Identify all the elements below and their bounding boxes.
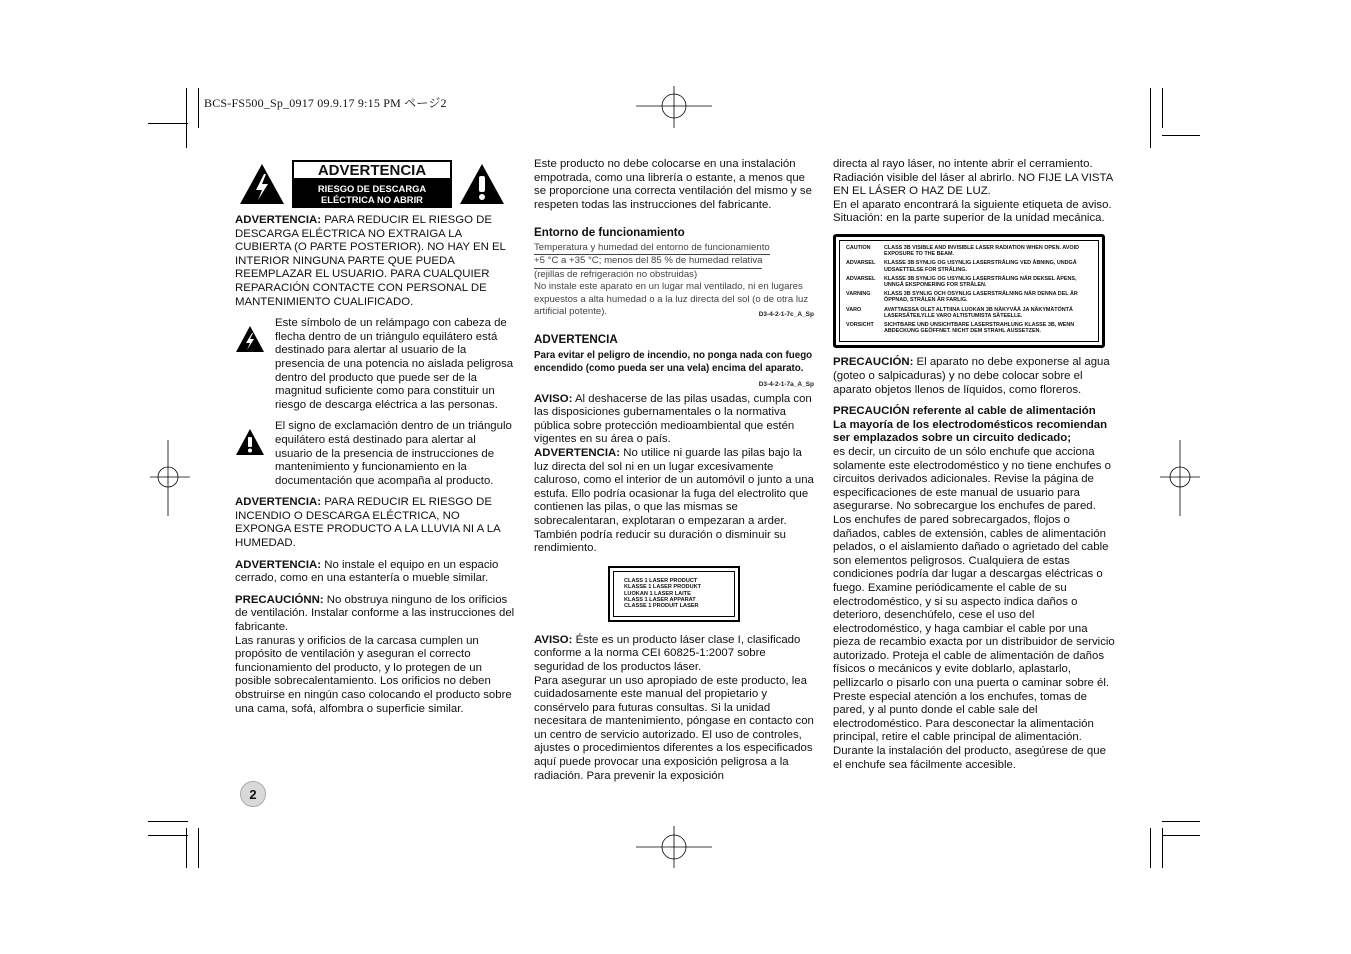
class1-laser-label xyxy=(608,566,740,622)
column-middle xyxy=(534,158,814,791)
label-row-language: VARNING xyxy=(846,291,871,298)
ventilation-paragraph: Las ranuras y orificios de la carcasa cumplen un propósito de ventilación y aseguran el correcto funcionamiento del producto, y lo protegen de un posible sobrecalentamiento. Los orificios no deben obstruirse en ningún caso colocando el producto sobre una cama, sofá, alfombra o superficie similar. xyxy=(235,634,512,715)
lightning-warning-icon xyxy=(238,162,286,206)
environment-text: Temperatura y humedad del entorno de funcionamiento +5 °C a +35 °C; menos del 85 % de humedad relativa (rejillas de refrigeración no obstruidas) No instale este aparato en un lugar mal ventilado, ni en lugares expuestos a alta humedad o a la luz directa del sol (o de otra luz artificial potente). D3-4-2-1-7c_A_Sp xyxy=(534,241,814,319)
class3b-label-row xyxy=(846,260,1092,272)
battery-disposal-paragraph: AVISO: Al deshacerse de las pilas usadas, cumpla con las disposiciones gubernamentales o la normativa pública sobre protección medioambiental que estén vigentes en su área o país. xyxy=(534,392,812,446)
class1-label-line: LUOKAN 1 LASER LAITE xyxy=(624,590,691,597)
page-number: 2 xyxy=(240,781,266,807)
print-slug: BCS-FS500_Sp_0917 09.9.17 9:15 PM ページ2 xyxy=(204,96,447,110)
installation-paragraph: Este producto no debe colocarse en una instalación empotrada, como una librería o estante, a menos que se proporcione una correcta ventilación del mismo y se respeten todas las instrucciones del fabricante. xyxy=(534,158,812,211)
class3b-laser-label xyxy=(833,234,1105,348)
usage-paragraph: Para asegurar un uso apropiado de este producto, lea cuidadosamente este manual del propietario y consérvelo para futuras consultas. Si la unidad necesitara de mantenimiento, póngase en contacto con un centro de servicio autorizado. El uso de controles, ajustes o procedimientos diferentes a los especificados aquí puede provocar una exposición peligrosa a la radiación. Para prevenir la exposición xyxy=(534,674,814,782)
power-cord-subheading: La mayoría de los electrodomésticos recomiendan ser emplazados sobre un circuito dedicado; xyxy=(833,418,1108,445)
label-row-text: KLASSE 3B SYNLIG OG USYNLIG LASERSTRÅLING NÅR DEKSEL ÅPENS, UNNGÅ EKSPONERING FOR STRÅLEN. xyxy=(884,275,1077,288)
class1-label-line: KLASS 1 LASER APPARAT xyxy=(624,596,696,603)
label-row-language: ADVARSEL xyxy=(846,260,876,267)
laser-exposure-paragraph: directa al rayo láser, no intente abrir el cerramiento. Radiación visible del láser al abrirlo. NO FIJE LA VISTA EN EL LÁSER O HAZ DE LUZ. xyxy=(833,158,1113,198)
class3b-label-row xyxy=(846,291,1092,303)
warning-banner-subtitle: RIESGO DE DESCARGA ELÉCTRICA NO ABRIR xyxy=(292,180,452,208)
exclamation-triangle-icon xyxy=(235,428,265,456)
label-row-text: SICHTBARE UND UNSICHTBARE LASERSTRAHLUNG KLASSE 3B, WENN ABDECKUNG GEÖFFNET. NICHT DEM STRAHL AUSSETZEN. xyxy=(884,322,1075,335)
lightning-explanation: Este símbolo de un relámpago con cabeza de flecha dentro de un triángulo equilátero está destinado para alertar al usuario de la presencia de una potencia no aislada peligrosa dentro del producto que puede ser de la magnitud suficiente como para constituir un riesgo de descarga eléctrica a las personas. xyxy=(235,317,515,412)
class1-label-line: KLASSE 1 LASER PRODUKT xyxy=(624,584,702,591)
lightning-triangle-icon xyxy=(235,325,265,353)
label-row-text: CLASS 3B VISIBLE AND INVISIBLE LASER RADIATION WHEN OPEN. AVOID EXPOSURE TO THE BEAM. xyxy=(884,244,1079,258)
class3b-label-row xyxy=(846,276,1092,288)
water-caution-paragraph: PRECAUCIÓN: El aparato no debe exponerse al agua (goteo o salpicaduras) y no debe colocar sobre el aparato objetos llenos de líquidos, como floreros. xyxy=(833,356,1110,396)
class1-label-line: CLASSE 1 PRODUIT LASER xyxy=(624,603,699,610)
warning-paragraph-2: ADVERTENCIA: PARA REDUCIR EL RIESGO DE INCENDIO O DESCARGA ELÉCTRICA, NO EXPONGA ESTE PRODUCTO A LA LLUVIA NI A LA HUMEDAD. xyxy=(235,496,501,550)
warning-banner xyxy=(292,160,452,210)
power-cord-heading: PRECAUCIÓN referente al cable de alimentación xyxy=(833,405,1096,418)
class3b-label-row xyxy=(846,322,1092,334)
exclamation-warning-icon xyxy=(458,162,506,206)
power-cord-paragraph: es decir, un circuito de un sólo enchufe que acciona solamente este electrodoméstico y no tiene enchufes o circuitos derivados adicionales. Revise la página de especificaciones de este manual de usuario para asegurarse. No sobrecargue los enchufes de pared. Los enchufes de pared sobrecargados, flojos o dañados, cables de extensión, cables de alimentación pelados, o el aislamiento dañado o agrietado del cable son elementos peligrosos. Cualquiera de estas condiciones podría dar lugar a descargas eléctricas o fuego. Examine periódicamente el cable de su electrodoméstico, y si su aspecto indica daños o deterioro, desenchúfelo, cese el uso del electrodoméstico, y haga cambiar el cable por una pieza de recambio exacta por un distribuidor de servicio autorizado. Proteja el cable de alimentación de daños físicos o mecánicos y evite doblarlo, aplastarlo, pellizcarlo o pisarlo con una puerta o caminar sobre él. Preste especial atención a los enchufes, tomas de pared, y al punto donde el cable sale del electrodoméstico. Para desconectar la alimentación principal, retire el cable principal de alimentación. Durante la instalación del producto, asegúrese de que el enchufe sea fácilmente accesible. xyxy=(833,445,1115,771)
label-row-text: AVATTAESSA OLET ALTTIINA LUOKAN 3B NÄKYVÄÄ JA NÄKYMÄTÖNTÄ LASERSÄTEILYLLE VARO ALTISTUMISTA SÄTEELLE. xyxy=(884,306,1073,319)
environment-heading: Entorno de funcionamiento xyxy=(534,226,685,240)
label-row-language: ADVARSEL xyxy=(846,275,876,282)
warning-paragraph-3: ADVERTENCIA: No instale el equipo en un espacio cerrado, como en una estantería o mueble similar. xyxy=(235,558,499,585)
label-row-language: CAUTION xyxy=(846,244,871,251)
label-location-paragraph: En el aparato encontrará la siguiente etiqueta de aviso. Situación: en la parte superior de la unidad mecánica. xyxy=(833,198,1112,225)
exclamation-explanation: El signo de exclamación dentro de un triángulo equilátero está destinado para alertar al usuario de la presencia de instrucciones de mantenimiento y funcionamiento en la documentación que acompaña al producto. xyxy=(235,420,515,488)
label-row-text: KLASS 3B SYNLIG OCH OSYNLIG LASERSTRÅLNING NÄR DENNA DEL ÄR ÖPPNAD, STRÅLEN ÄR FARLIG. xyxy=(884,291,1078,304)
fire-warning-heading: ADVERTENCIA xyxy=(534,332,618,346)
label-row-text: KLASSE 3B SYNLIG OG USYNLIG LASERSTRÅLING VED ÅBNING, UNDGÅ UDSAETTELSE FOR STRÅLING. xyxy=(884,260,1077,273)
warning-banner-title: ADVERTENCIA xyxy=(292,160,452,180)
class1-label-line: CLASS 1 LASER PRODUCT xyxy=(624,577,698,584)
column-right xyxy=(833,158,1115,780)
laser-product-paragraph: AVISO: Éste es un producto láser clase I, clasificado conforme a la norma CEI 60825-1:2007 sobre seguridad de los productos láser. xyxy=(534,633,801,673)
warning-paragraph-1: ADVERTENCIA: PARA REDUCIR EL RIESGO DE DESCARGA ELÉCTRICA NO EXTRAIGA LA CUBIERTA (O PARTE POSTERIOR). NO HAY EN EL INTERIOR NINGUNA PARTE QUE PUEDA REEMPLAZAR EL USUARIO. PARA CUALQUIER REPARACIÓN CONTACTE CON PERSONAL DE MANTENIMIENTO CUALIFICADO. xyxy=(235,214,506,308)
label-row-language: VORSICHT xyxy=(846,322,874,328)
fire-warning-text: Para evitar el peligro de incendio, no ponga nada con fuego encendido (como pueda ser una vela) encima del aparato. D3-4-2-1-7a_A_Sp xyxy=(534,349,814,388)
class3b-label-row xyxy=(846,245,1092,257)
class3b-label-row xyxy=(846,307,1092,319)
column-left xyxy=(235,214,515,724)
label-row-language: VARO xyxy=(846,306,862,313)
battery-warning-paragraph: ADVERTENCIA: No utilice ni guarde las pilas bajo la luz directa del sol ni en un lugar excesivamente caluroso, como el interior de un automóvil o junto a una estufa. Ello podría ocasionar la fuga del electrolito que contienen las pilas, o que las mismas se sobrecalentaran, explotaran o empezaran a arder. También podría reducir su duración o disminuir su rendimiento. xyxy=(534,446,814,555)
caution-paragraph: PRECAUCIÓNN: No obstruya ninguno de los orificios de ventilación. Instalar conforme a las instrucciones del fabricante. xyxy=(235,593,515,634)
